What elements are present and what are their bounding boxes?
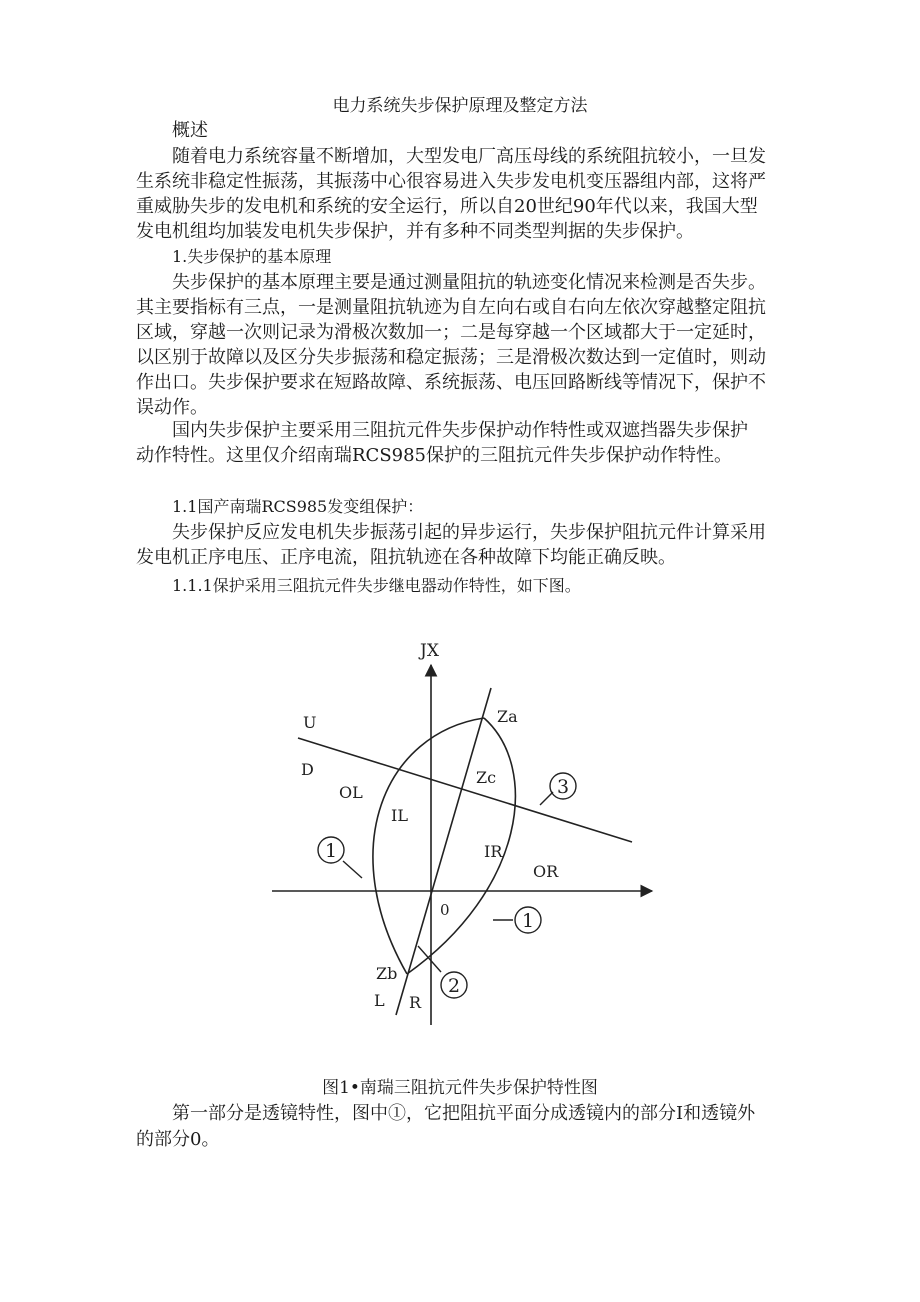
or-label: OR <box>533 862 559 881</box>
zb-label: Zb <box>376 964 398 983</box>
marker-3-label: 3 <box>556 776 570 798</box>
page-title: 电力系统失步保护原理及整定方法 <box>332 96 588 116</box>
section11-heading: 1.1国产南瑞RCS985发变组保护： <box>172 497 424 516</box>
jx-axis-label: JX <box>420 641 439 661</box>
closing-line: 第一部分是透镜特性，图中①，它把阻抗平面分成透镜内的部分I和透镜外 <box>172 1103 756 1124</box>
section1-para2-line: 国内失步保护主要采用三阻抗元件失步保护动作特性或双遮挡器失步保护 <box>172 420 748 441</box>
zc-label: Zc <box>476 768 497 787</box>
ol-label: OL <box>339 783 363 802</box>
marker-1-left-label: 1 <box>324 840 338 862</box>
origin-label: 0 <box>440 901 450 919</box>
lens-left-arc <box>373 718 484 974</box>
section1-para1-line: 误动作。 <box>136 397 208 418</box>
section11-para-line: 发电机正序电压、正序电流，阻抗轨迹在各种故障下均能正确反映。 <box>136 547 676 568</box>
marker-3-leader <box>540 792 553 805</box>
impedance-line-lr <box>396 688 491 1015</box>
r-label: R <box>409 993 422 1012</box>
marker-1-left-leader <box>343 861 362 878</box>
figure-caption: 图1•南瑞三阻抗元件失步保护特性图 <box>322 1078 598 1098</box>
il-label: IL <box>391 806 408 825</box>
za-label: Za <box>497 707 518 726</box>
marker-2-label: 2 <box>447 975 461 997</box>
overview-line: 重威胁失步的发电机和系统的安全运行，所以自20世纪90年代以来，我国大型 <box>136 196 758 217</box>
closing-line: 的部分0。 <box>136 1129 220 1150</box>
marker-1-right-label: 1 <box>521 910 535 932</box>
section1-para1-line: 其主要指标有三点，一是测量阻抗轨迹为自左向右或自右向左依次穿越整定阻抗 <box>136 297 766 318</box>
overview-heading: 概述 <box>172 120 208 141</box>
section1-para1-line: 作出口。失步保护要求在短路故障、系统振荡、电压回路断线等情况下，保护不 <box>136 372 766 393</box>
section1-para2-line: 动作特性。这里仅介绍南瑞RCS985保护的三阻抗元件失步保护动作特性。 <box>136 445 733 466</box>
overview-line: 发电机组均加装发电机失步保护，并有多种不同类型判据的失步保护。 <box>136 221 694 242</box>
section11-para-line: 失步保护反应发电机失步振荡引起的异步运行，失步保护阻抗元件计算采用 <box>172 522 766 543</box>
overview-line: 随着电力系统容量不断增加，大型发电厂高压母线的系统阻抗较小，一旦发 <box>172 146 766 167</box>
d-label: D <box>301 760 314 779</box>
section1-heading: 1.失步保护的基本原理 <box>172 247 332 266</box>
impedance-characteristic-diagram <box>262 632 662 1032</box>
overview-line: 生系统非稳定性振荡，其振荡中心很容易进入失步发电机变压器组内部，这将严 <box>136 171 766 192</box>
section1-para1-line: 失步保护的基本原理主要是通过测量阻抗的轨迹变化情况来检测是否失步。 <box>172 272 766 293</box>
l-label: L <box>374 991 385 1010</box>
u-label: U <box>303 713 317 732</box>
ir-label: IR <box>484 842 503 861</box>
section1-para1-line: 区域，穿越一次则记录为滑极次数加一；二是每穿越一个区域都大于一定延时， <box>136 322 766 343</box>
section111-line: 1.1.1保护采用三阻抗元件失步继电器动作特性，如下图。 <box>172 576 581 595</box>
section1-para1-line: 以区别于故障以及区分失步振荡和稳定振荡；三是滑极次数达到一定值时，则动 <box>136 347 766 368</box>
